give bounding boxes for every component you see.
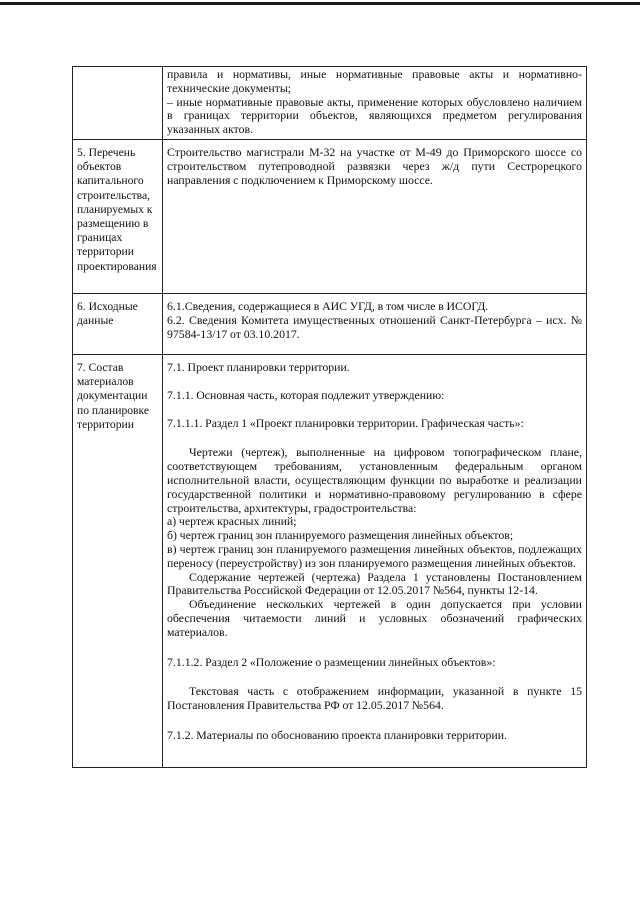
drawing-item-c: в) чертеж границ зон планируемого размещения линейных объектов, подлежащих переносу (переустройству) из зон планируемого размещения линейных объектов.	[167, 541, 582, 570]
row-6-label	[73, 293, 163, 354]
drawings-intro: Чертежи (чертеж), выполненные на цифровом топографическом плане, соответствующем требованиям, установленным федеральным органом исполнительной власти, осуществляющим функции по выработке и реализации государственной политики и нормативно-правовому регулированию в сфере строительства, архитектуры, градостроительства:	[167, 445, 582, 515]
section-7-1-1: 7.1.1. Основная часть, которая подлежит утверждению:	[167, 387, 445, 402]
row-5-label-text: 5. Перечень объектов капитального строительства, планируемых к размещению в границах территории проектирования	[77, 145, 157, 273]
drawing-item-a: а) чертеж красных линий;	[167, 514, 297, 529]
continuation-line-1: правила и нормативы, иные нормативные правовые акты и нормативно-технические документы;	[167, 67, 582, 95]
row-5-content-text: Строительство магистрали М-32 на участке от М-49 до Приморского шоссе со строительством путепроводной развязки через ж/д пути Сестрорецкого направления с подключением к Приморскому шоссе.	[167, 144, 582, 187]
row-7-label	[73, 354, 163, 767]
row-6-item-2: 6.2. Сведения Комитета имущественных отношений Санкт-Петербурга – исх. № 97584-13/17 от 03.10.2017.	[167, 312, 582, 341]
empty-label-cell	[73, 67, 163, 140]
row-6-content	[163, 293, 587, 354]
table-row-7	[73, 354, 587, 767]
merge-note: Объединение нескольких чертежей в один допускается при условии обеспечения читаемости линий и условных обозначений графических материалов.	[167, 597, 582, 639]
content-note: Содержание чертежей (чертежа) Раздела 1 установлены Постановлением Правительства Российской Федерации от 12.05.2017 №564, пункты 12-14.	[167, 569, 582, 598]
section-7-1-1-1: 7.1.1.1. Раздел 1 «Проект планировки территории. Графическая часть»:	[167, 415, 524, 430]
section-7-1-2: 7.1.2. Материалы по обоснованию проекта планировки территории.	[167, 727, 508, 742]
row-7-content	[163, 354, 587, 767]
row-6-label-text: 6. Исходные данные	[77, 299, 138, 328]
section-7-1: 7.1. Проект планировки территории.	[167, 359, 350, 374]
continuation-line-2: – иные нормативные правовые акты, применение которых обусловлено наличием в границах территории объектов, являющихся предметом регулирования указанных актов.	[167, 94, 582, 137]
table-row-5	[73, 139, 587, 293]
drawing-item-b: б) чертеж границ зон планируемого размещения линейных объектов;	[167, 528, 514, 543]
requirements-table	[72, 66, 587, 768]
row-5-content	[163, 139, 587, 293]
section-7-1-1-2: 7.1.1.2. Раздел 2 «Положение о размещении линейных объектов»:	[167, 654, 496, 669]
table-row-continuation	[73, 67, 587, 140]
row-5-label	[73, 139, 163, 293]
text-part-note: Текстовая часть с отображением информации, указанной в пункте 15 Постановления Правительства РФ от 12.05.2017 №564.	[167, 684, 582, 713]
continuation-cell	[163, 67, 587, 140]
row-7-label-text: 7. Состав материалов документации по планировке территории	[77, 360, 150, 431]
table-row-6	[73, 293, 587, 354]
row-6-item-1: 6.1.Сведения, содержащиеся в АИС УГД, в том числе в ИСОГД.	[167, 298, 489, 313]
top-border-line	[0, 2, 640, 5]
